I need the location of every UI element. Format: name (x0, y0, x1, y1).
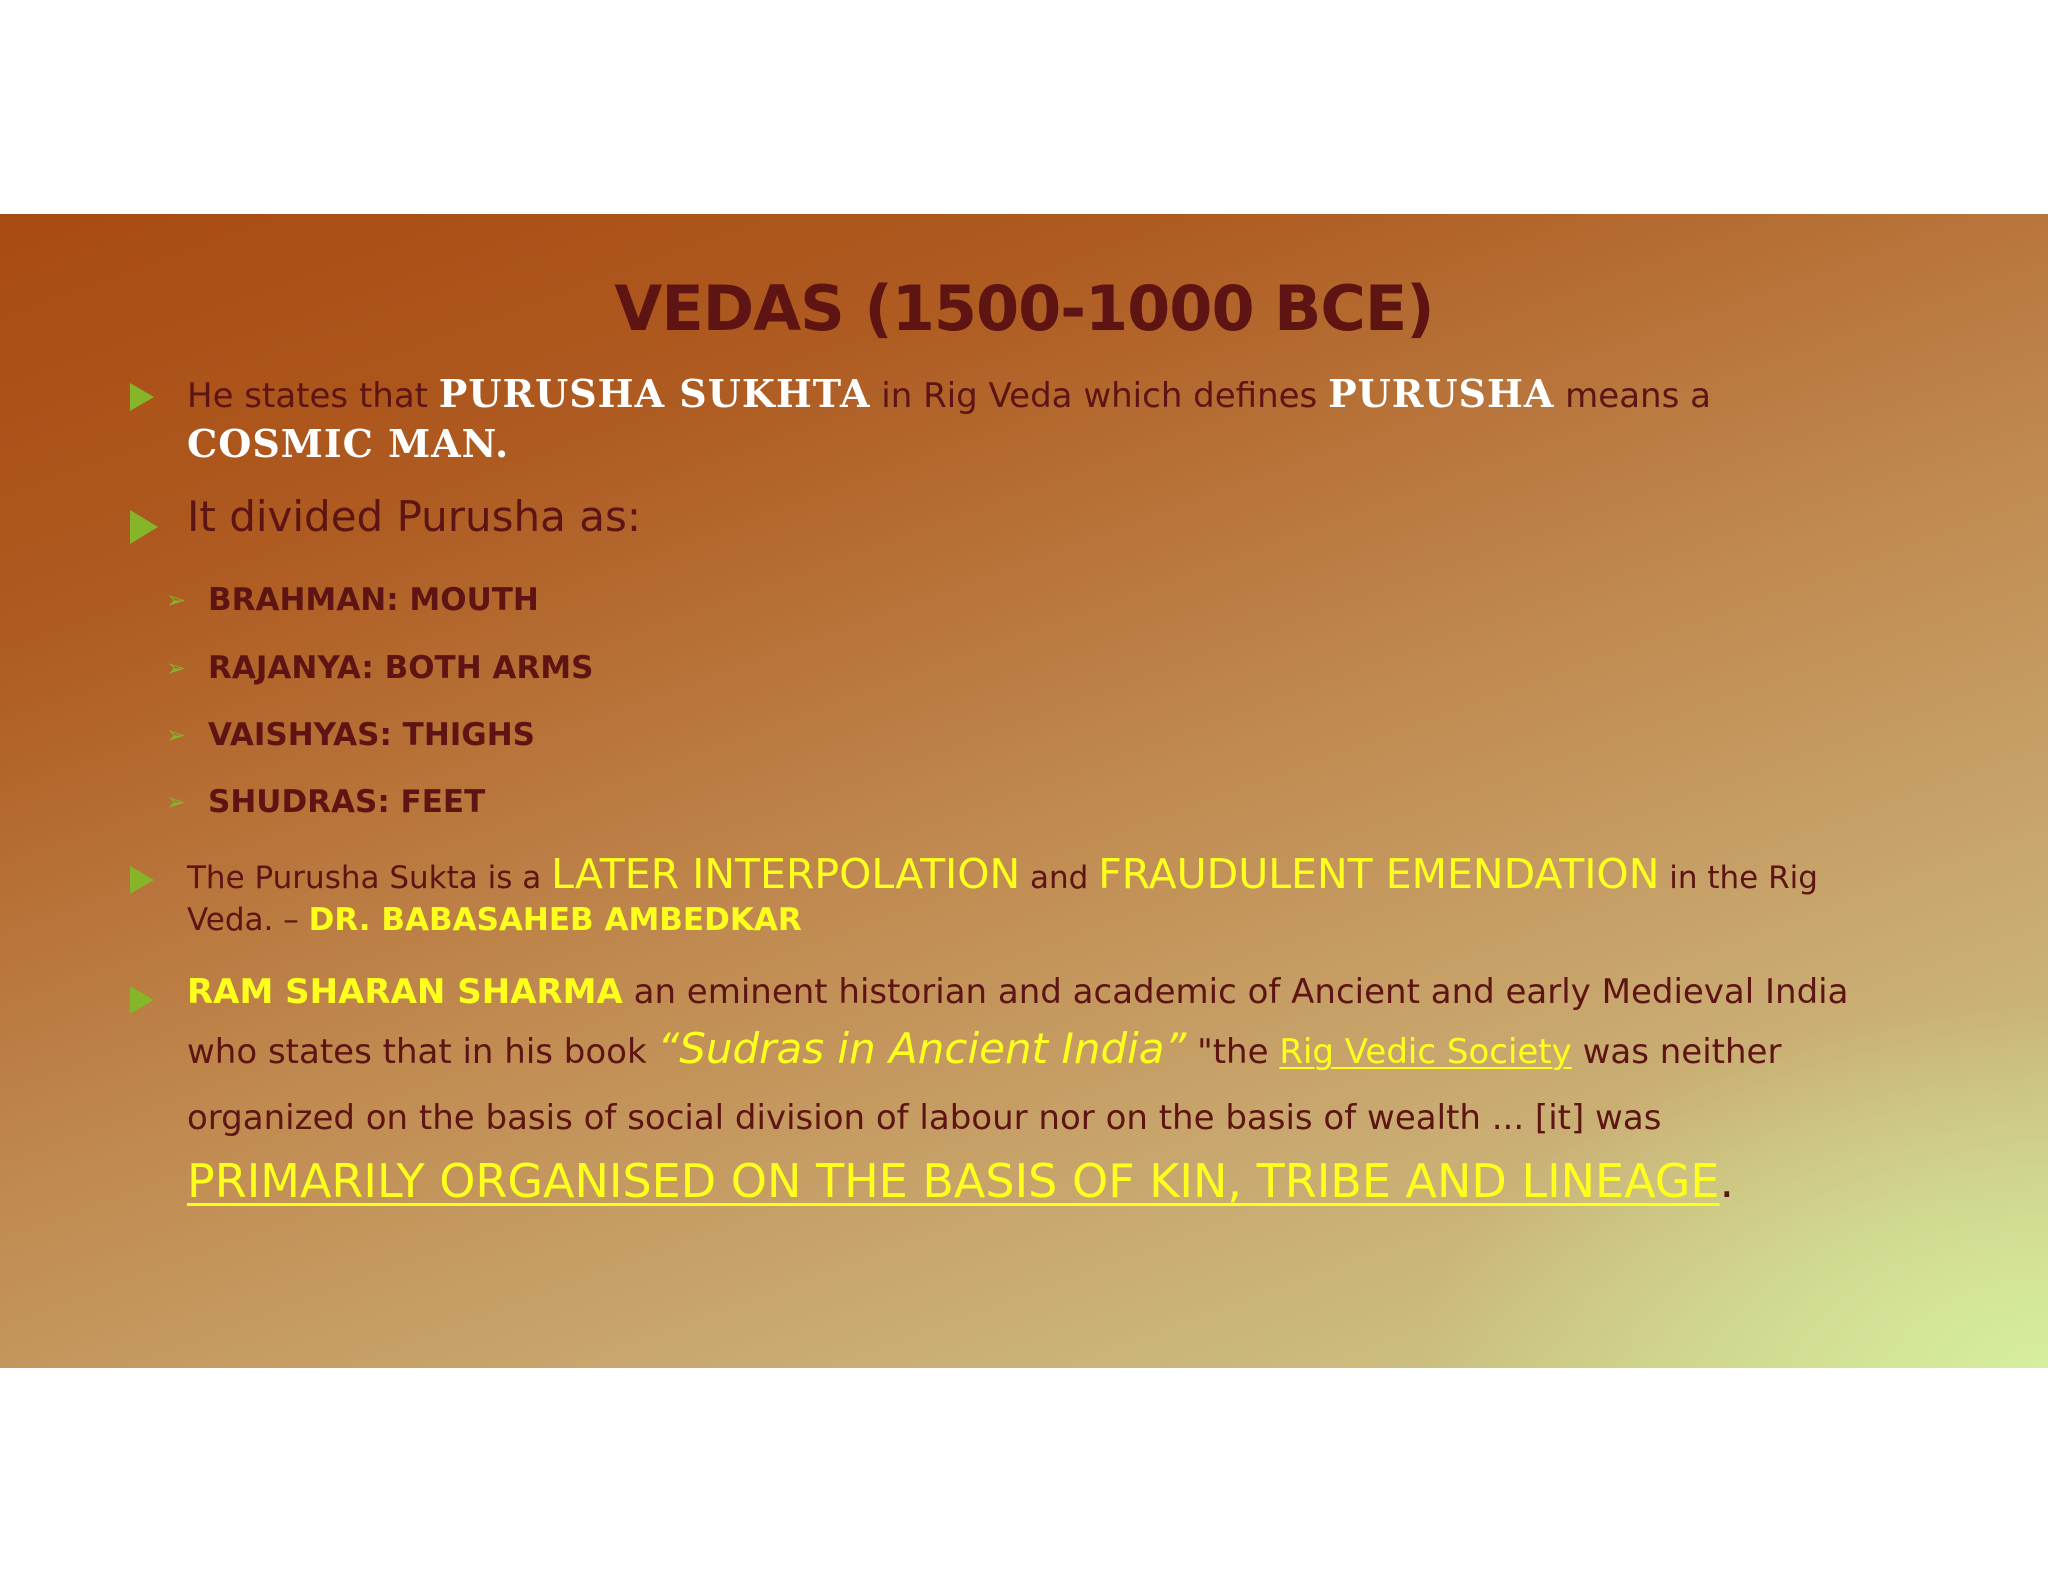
sub-item-shudras (166, 784, 486, 820)
sub-item-rajanya (166, 650, 594, 686)
bullet1-text-1: He states that (187, 376, 439, 416)
slide (0, 214, 2048, 1368)
bullet4-text-1: an eminent historian and academic of Ancient and early Medieval India (622, 972, 1849, 1012)
bullet3-author: DR. BABASAHEB AMBEDKAR (308, 902, 802, 938)
bullet3-text-3: in the Rig (1659, 860, 1818, 896)
bullet4-book-title: “Sudras in Ancient India” (657, 1024, 1187, 1073)
bullet3-highlight-fraudulent-emendation: FRAUDULENT EMENDATION (1098, 850, 1660, 898)
bullet3-highlight-later-interpolation: LATER INTERPOLATION (551, 850, 1021, 898)
chevron-bullet-icon: ➢ (166, 788, 187, 816)
bullet3-text-4: Veda. – (187, 902, 309, 938)
bullet2-text: It divided Purusha as: (187, 492, 642, 541)
bullet1-text-3: means a (1554, 376, 1711, 416)
triangle-bullet-icon (130, 866, 154, 894)
sub-item-label: SHUDRAS: FEET (208, 784, 486, 820)
bullet4-emphasis-kin-tribe-lineage: PRIMARILY ORGANISED ON THE BASIS OF KIN, TRIBE AND LINEAGE (187, 1154, 1720, 1208)
bullet1-emphasis-cosmic-man: COSMIC MAN. (187, 421, 510, 466)
slide-title: VEDAS (1500-1000 BCE) (614, 272, 1434, 345)
triangle-bullet-icon (130, 986, 154, 1014)
bullet4-text-5: organized on the basis of social division of labour nor on the basis of wealth ... [it] was (187, 1098, 1662, 1138)
bullet1-text-2: in Rig Veda which defines (870, 376, 1329, 416)
sub-item-vaishyas (166, 717, 536, 753)
bullet1-emphasis-purusha: PURUSHA (1328, 371, 1555, 416)
bullet3-text-1: The Purusha Sukta is a (187, 860, 552, 896)
bullet4-end-period: . (1719, 1154, 1735, 1208)
bullet3-text-2: and (1020, 860, 1099, 896)
bullet4-text-2: who states that in his book (187, 1032, 658, 1072)
sub-item-label: RAJANYA: BOTH ARMS (208, 650, 594, 686)
triangle-bullet-icon (130, 510, 158, 544)
bullet4-author-name: RAM SHARAN SHARMA (187, 972, 623, 1012)
chevron-bullet-icon: ➢ (166, 586, 187, 614)
rig-vedic-society-link[interactable]: Rig Vedic Society (1279, 1032, 1572, 1072)
chevron-bullet-icon: ➢ (166, 721, 187, 749)
bullet4-text-4: was neither (1571, 1032, 1782, 1072)
sub-item-label: VAISHYAS: THIGHS (208, 717, 536, 753)
sub-item-label: BRAHMAN: MOUTH (208, 582, 539, 618)
triangle-bullet-icon (130, 383, 154, 411)
chevron-bullet-icon: ➢ (166, 654, 187, 682)
sub-item-brahman (166, 582, 539, 618)
bullet4-text-3: "the (1186, 1032, 1280, 1072)
bullet1-emphasis-purusha-sukhta: PURUSHA SUKHTA (438, 371, 871, 416)
